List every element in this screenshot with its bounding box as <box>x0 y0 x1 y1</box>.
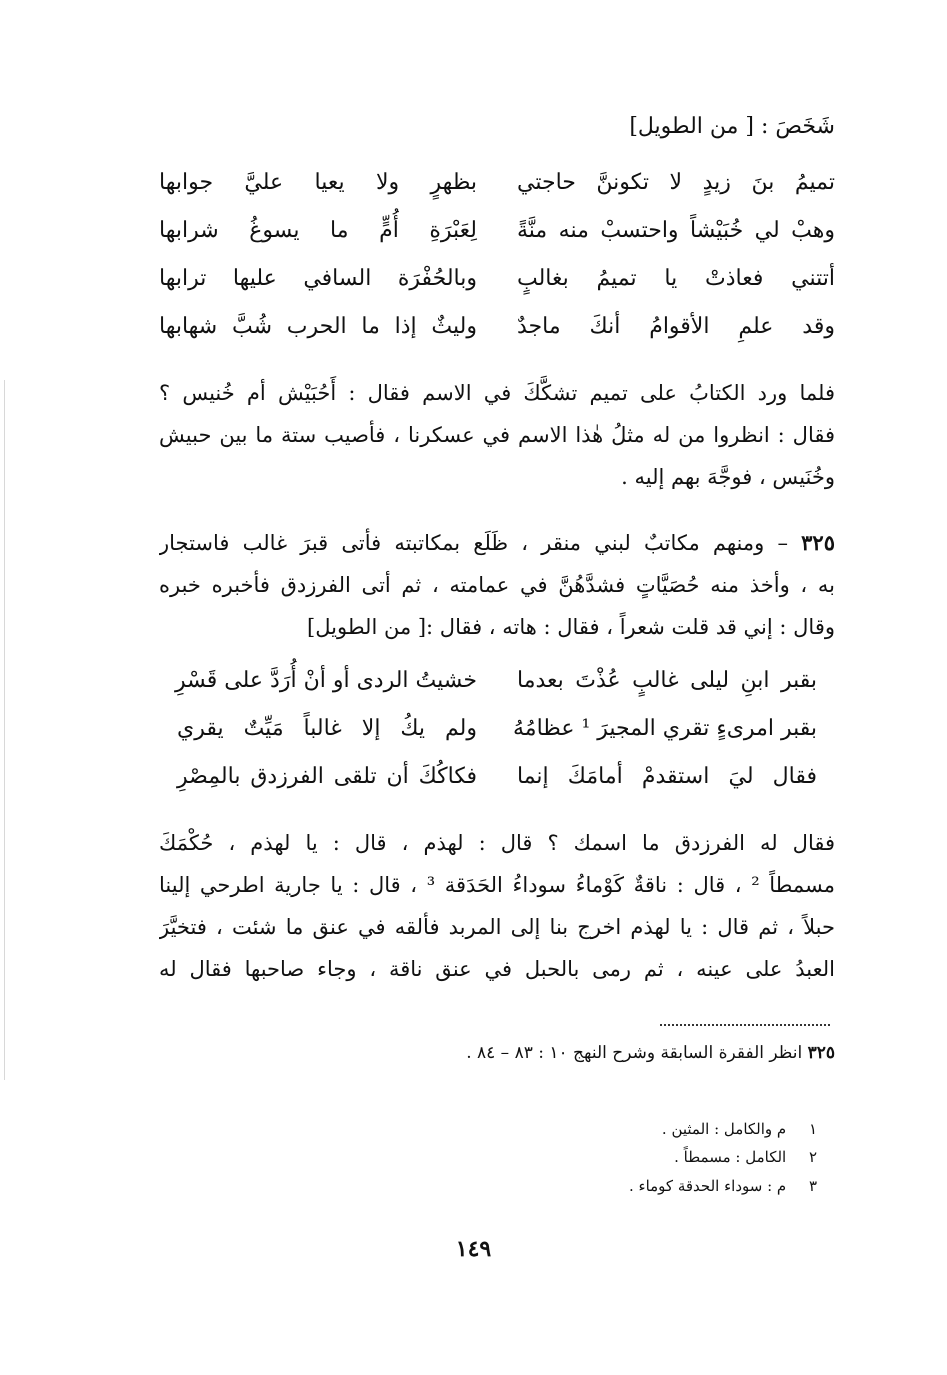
verse-first-hemistich: بقبر امرىءٍ تقري المجيرَ ¹ عظامُهُ <box>512 716 817 741</box>
verse-second-hemistich: لِعَبْرَةِ أُمٍّ ما يسوغُ شرابها <box>159 218 477 243</box>
text-line: فقال له الفرزدق ما اسمك ؟ قال : لهذم ، قال : يا لهذم ، حُكْمَكَ <box>159 831 835 855</box>
verse-row <box>159 314 835 362</box>
text-line: فقال : انظروا من له مثلُ هٰذا الاسم في عسكرنا ، فأصيب ستة ما بين حبيش <box>159 423 835 447</box>
text-line <box>159 522 835 564</box>
verse-first-hemistich: تميمُ بنَ زيدٍ لا تكوننَّ حاجتي <box>517 170 835 195</box>
verse-second-hemistich: ولم يكُ إلا غالباً مَيِّتٌ يقري <box>177 716 477 741</box>
footnote-number: ٣ <box>808 1177 817 1195</box>
text-line: به ، وأخذ منه حُصَيَّاتٍ فشدَّهُنَّ في عمامته ، ثم أتى الفرزدق فأخبره خبره <box>159 573 835 597</box>
text-line: حبلاً ، ثم قال : يا لهذم اخرج بنا إلى المربد فألقه في عنق ما شئت ، فتخيَّرَ <box>159 915 835 939</box>
text-line: العبدُ على عينه ، ثم رمى بالحبل في عنق ناقة ، وجاء صاحبها فقال له <box>159 957 835 981</box>
verse-second-hemistich: وبالحُفْرَة السافي عليها ترابها <box>159 266 477 291</box>
verse-first-hemistich: أتتني فعاذتْ يا تميمُ بغالبٍ <box>517 266 835 291</box>
footnote-text: م والكامل : المثين . <box>661 1120 787 1138</box>
scan-edge-line <box>4 380 5 1080</box>
paragraph-325 <box>159 522 835 648</box>
verse-first-hemistich: بقبر ابنِ ليلى غالبٍ عُذْتَ بعدما <box>517 668 817 693</box>
footnote-number: ١ <box>808 1120 817 1138</box>
paragraph-1 <box>159 372 835 498</box>
source-reference <box>466 1043 835 1063</box>
poem-block-1 <box>159 170 835 362</box>
verse-row <box>159 218 835 266</box>
footnote <box>629 1177 817 1195</box>
verse-row <box>177 716 817 764</box>
text-line: وقال : إني قد قلت شعراً ، فقال : هاته ، فقال :[ من الطويل] <box>307 615 835 639</box>
footnote <box>662 1120 817 1138</box>
verse-second-hemistich: بظهرٍ ولا يعيا عليَّ جوابها <box>159 170 477 195</box>
verse-row <box>159 170 835 218</box>
footnote-text: الكامل : مسمطاً . <box>674 1148 787 1166</box>
text-line: فلما ورد الكتابُ على تميم تشكَّكَ في الاسم فقال : أَحُبَيْش أم خُنيس ؟ <box>159 381 835 405</box>
paragraph-3 <box>159 822 835 990</box>
verse-second-hemistich: خشيتُ الردى أو أنْ أُرَدَّ على قَسْرِ <box>175 668 477 693</box>
verse-first-hemistich: وقد علمِ الأقوامُ أنكَ ماجدٌ <box>517 314 835 339</box>
verse-first-hemistich: فقال ليَ استقدمْ أمامَكَ إنما <box>517 764 817 789</box>
verse-second-hemistich: فكاكُكَ أن تلقى الفرزدق بالمِصْرِ <box>177 764 477 789</box>
meter-header: شَخَصَ : [ من الطويل] <box>629 114 835 139</box>
footnote-separator <box>660 1024 830 1026</box>
text-line: مسمطاً ² ، قال : ناقةٌ كَوْماءُ سوداءُ الحَدَقة ³ ، قال : يا جارية اطرحي إلينا <box>159 873 835 897</box>
page-number: ١٤٩ <box>455 1236 492 1262</box>
text-line: وخُنَيس ، فوجَّهَ بهم إليه . <box>621 465 835 489</box>
footnote-number: ٢ <box>808 1148 817 1166</box>
verse-row <box>177 668 817 716</box>
verse-row <box>177 764 817 812</box>
verse-first-hemistich: وهبْ لي خُبَيْشاً واحتسبْ منه منَّةً <box>517 218 835 243</box>
footnote-text: م : سوداء الحدقة كوماء . <box>628 1177 787 1195</box>
reference-text: انظر الفقرة السابقة وشرح النهج ١٠ : ٨٣ – ٨٤ . <box>466 1043 803 1063</box>
reference-number: ٣٢٥ <box>807 1043 835 1063</box>
verse-row <box>159 266 835 314</box>
poem-block-2 <box>177 668 817 812</box>
text-segment: – ومنهم مكاتبٌ لبني منقر ، ظَلَع بمكاتبته فأتى قبرَ غالب فاستجار <box>159 531 788 555</box>
footnote <box>674 1148 817 1166</box>
verse-second-hemistich: وليثٌ إذا ما الحرب شُبَّ شهابها <box>159 314 477 339</box>
paragraph-number: ٣٢٥ <box>801 530 835 555</box>
